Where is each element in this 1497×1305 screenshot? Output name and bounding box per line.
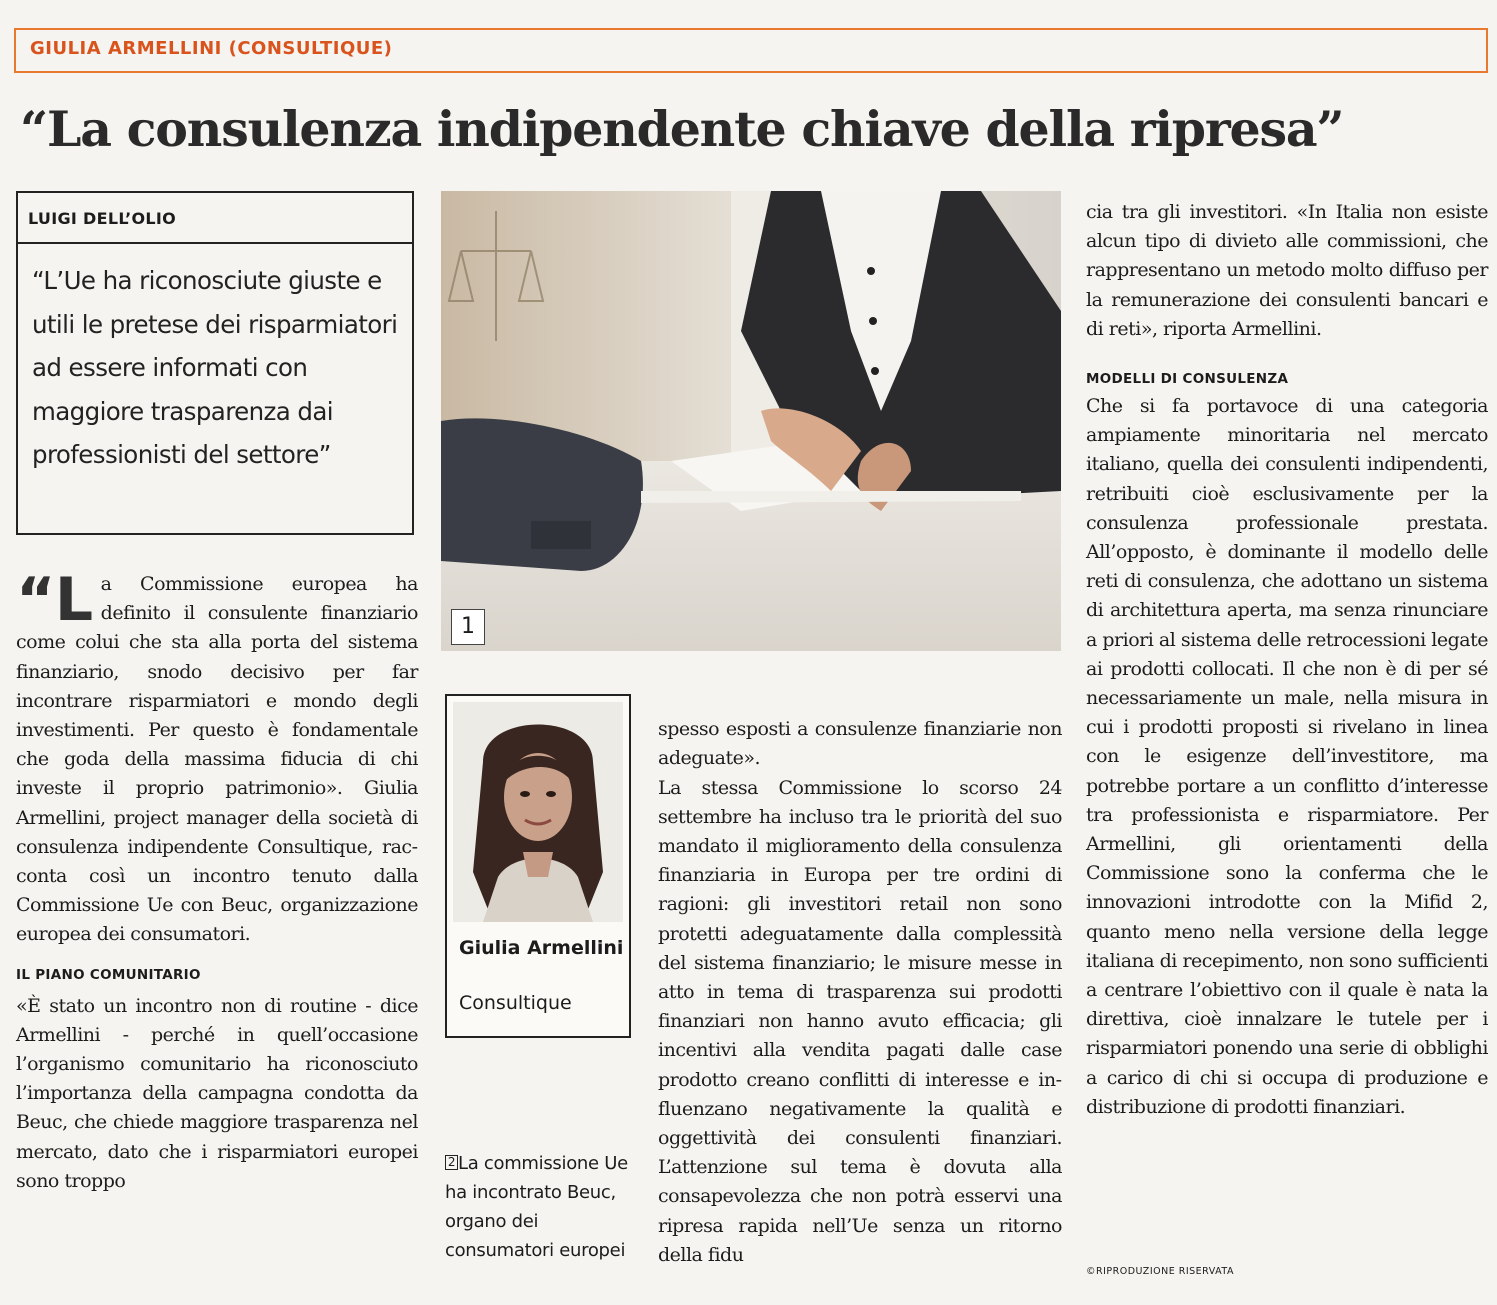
paragraph: spesso esposti a consulenze finanziarie non adeguate». La stessa Commissione lo scorso 24 settembre ha incluso tra le priorità del suo mandato il miglioramento della consulenza finanziaria in Europa per tre ordini di ragioni: gli investitori retail non sono protetti adeguatamente dalla complessità del sistema finanziario; le misure messe in atto in tema di trasparenza sui prodotti finanziari non hanno avuto efficacia; gli incentivi alla vendita pagati dalle case prodotto creano conflitti di interesse e influenzano negativamente la qualità e oggettività dei consulenti finanziari. L’attenzione sul tema è dovuta alla consapevolezza che non potrà esservi una ripresa rapida nell’Ue senza un ritorno della fidu — [658, 718, 1062, 1266]
paragraph: cia tra gli investitori. «In Italia non esiste alcun tipo di divieto alle commissioni, che rappresentano un metodo molto diffuso per la remunerazione dei consulenti bancari e di reti», riporta Armellini. — [1086, 201, 1488, 340]
portrait-box — [445, 694, 631, 1038]
portrait-photo — [453, 702, 623, 922]
pullquote-box — [16, 243, 414, 535]
dropcap: “L — [16, 565, 93, 635]
paragraph: «È stato un incontro non di routine - dice Armellini - perché in quell’occasione l’organismo comunitario ha riconosciuto l’importanza della campagna condotta da Beuc, che chiede maggiore trasparenza nel mercato, dato che i risparmiatori europei sono troppo — [16, 994, 418, 1192]
subhead-piano-comunitario: IL PIANO COMUNITARIO — [16, 966, 201, 983]
lead-paragraph — [16, 565, 418, 950]
photo-number-badge: 1 — [451, 609, 485, 645]
copyright-notice: ©RIPRODUZIONE RISERVATA — [1086, 1266, 1234, 1277]
meeting-photo-image — [441, 191, 1061, 651]
portrait-org: Consultique — [459, 992, 572, 1014]
portrait-name: Giulia Armellini — [459, 937, 624, 959]
subhead-modelli-di-consulenza: MODELLI DI CONSULENZA — [1086, 371, 1289, 388]
byline: LUIGI DELL’OLIO — [28, 209, 177, 228]
photo-caption — [445, 1149, 635, 1265]
caption-text: La commissione Ue ha incontrato Beuc, organo dei consumatori europei — [445, 1153, 628, 1261]
main-photo — [441, 191, 1061, 651]
caption-number: 2 — [445, 1155, 458, 1170]
byline-box — [16, 191, 414, 244]
kicker-box — [14, 28, 1488, 73]
column-1 — [16, 565, 418, 1196]
kicker: GIULIA ARMELLINI (CONSULTIQUE) — [30, 38, 393, 59]
headline: “La consulenza indipendente chiave della ripresa” — [20, 100, 1344, 158]
paragraph: Che si fa portavoce di una categoria ampiamente minoritaria nel mercato italiano, quella dei consulenti indipendenti, retribuiti cioè esclusivamente per la consulenza professionale prestata. All’opposto, è dominante il modello delle reti di consulenza, che adottano un sistema di architettura aperta, ma senza rinunciare a priori al sistema delle retrocessioni legate ai prodotti collocati. Il che non è di per sé necessariamente un male, nella misura in cui i prodotti proposti si rivelano in linea con le esigenze dell’investitore, ma potrebbe portare a un conflitto d’interesse tra professionista e risparmiatore. Per Armellini, gli orientamenti della Commissione sono la conferma che le innovazioni introdotte con la Mifid 2, quanto meno nella versione della legge italiana di recepimento, non sono sufficienti a centrare l’obiettivo con il quale è nata la direttiva, cioè innalzare le tutele per i risparmiatori ponendo una serie di obblighi a carico di chi si occupa di produzione e distribuzione di prodotti finanziari. — [1086, 395, 1488, 1118]
lead-text: a Commissione europea ha definito il consulente finanziario come colui che sta alla porta del sistema finanziario, snodo decisivo per far incontrare risparmiatori e mondo degli investimenti. Per questo è fondamentale che goda della massima fiducia di chi investe il proprio patrimonio». Giulia Armellini, project manager della società di consulenza indipendente Consultique, racconta così un incontro tenuto dalla Commissione Ue con Beuc, organizzazione europea dei consumatori. — [16, 573, 418, 946]
woman-portrait-image — [453, 702, 623, 922]
column-3 — [658, 686, 1062, 1299]
pullquote: “L’Ue ha riconosciute giuste e utili le pretese dei risparmiatori ad essere informati con maggiore trasparenza dai professionisti del settore” — [32, 266, 398, 469]
column-4 — [1086, 198, 1488, 1122]
